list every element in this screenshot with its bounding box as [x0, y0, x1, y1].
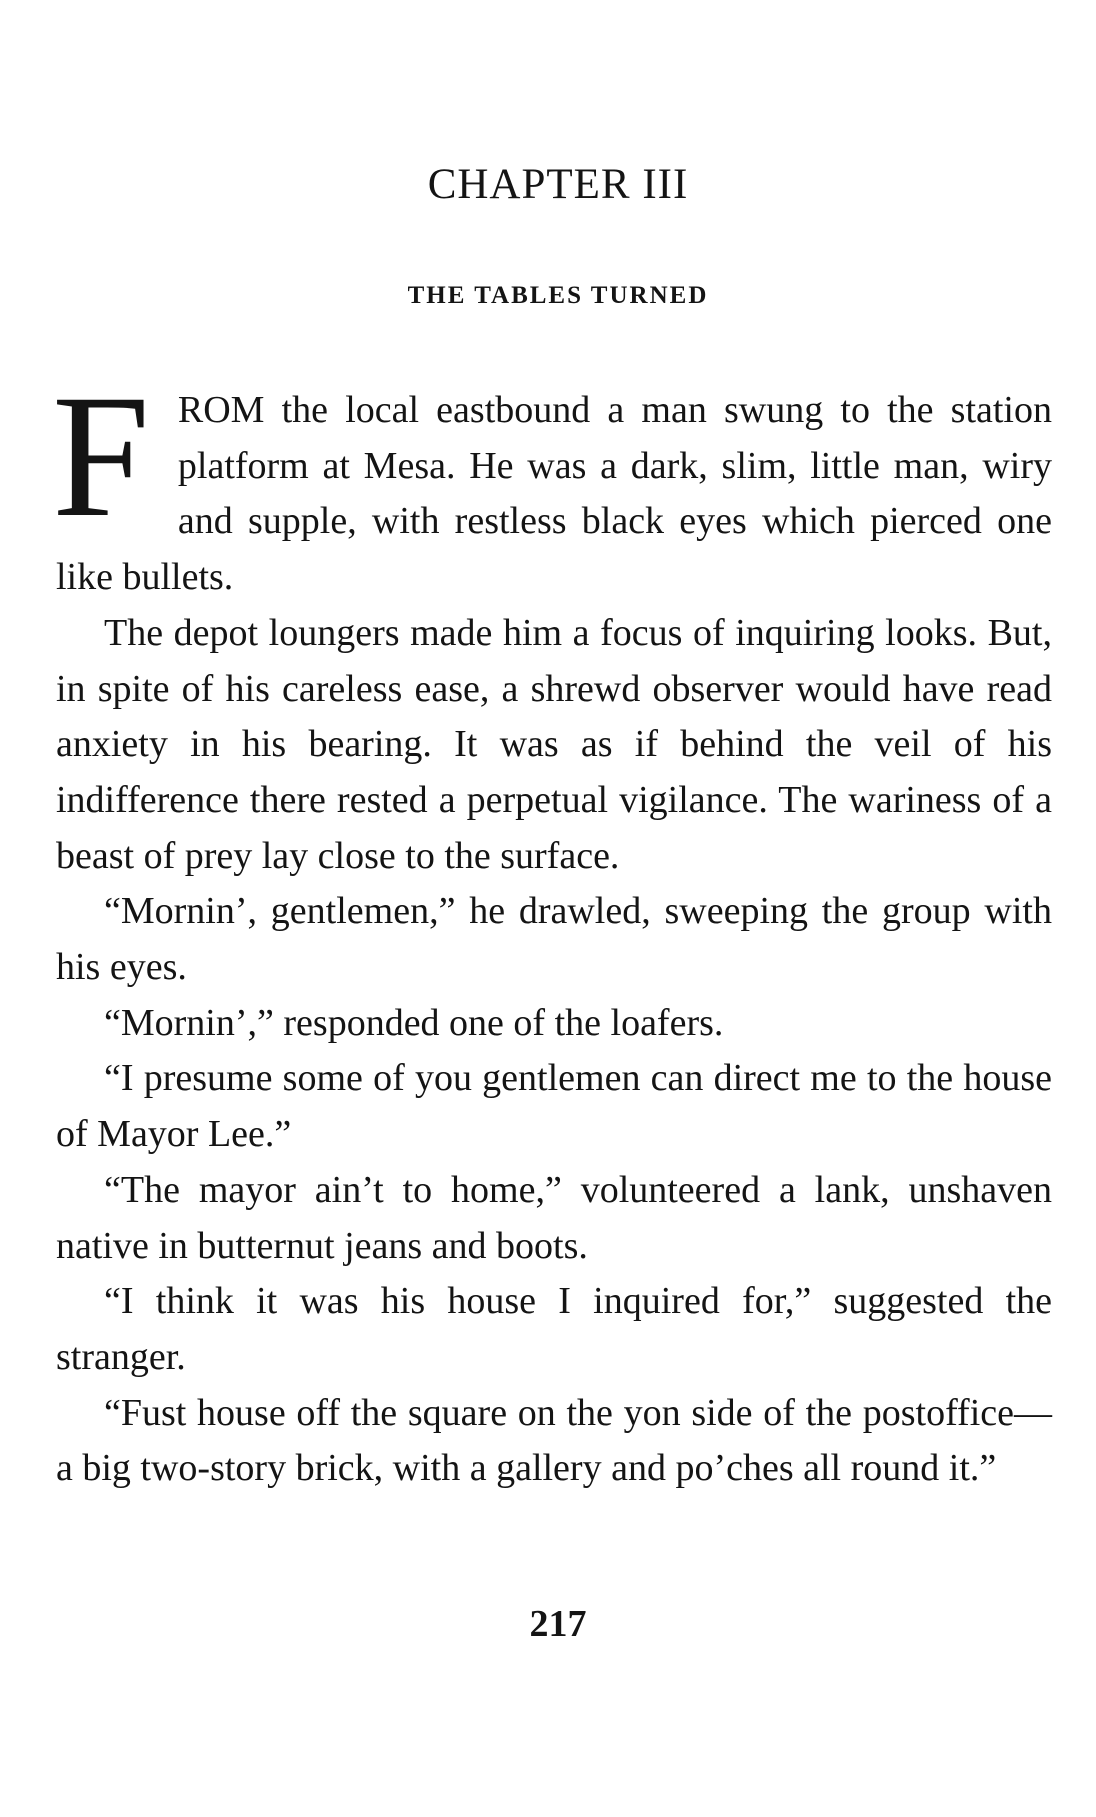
paragraph: [52, 359, 1052, 606]
paragraph: The depot loungers made him a focus of inquiring looks. But, in spite of his careless ease, a shrewd observer would have read anxiety in his bearing. It was as if behind the veil of his indifference there rested a perpetual vigilance. The wariness of a beast of prey lay close to the surface.: [56, 611, 1052, 877]
paragraph: “Fust house off the square on the yon side of the postoffice—a big two-story brick, with a gallery and po’ches all round it.”: [56, 1391, 1052, 1490]
chapter-title: THE TABLES TURNED: [407, 282, 709, 309]
paragraph: “The mayor ain’t to home,” volunteered a lank, unshaven native in butternut jeans and boots.: [56, 1168, 1052, 1267]
paragraph: “Mornin’,” responded one of the loafers.: [104, 1001, 724, 1044]
paragraph: “I think it was his house I inquired for,” suggested the stranger.: [56, 1280, 1052, 1378]
chapter-number: CHAPTER III: [427, 161, 689, 208]
body-text: [52, 359, 1052, 1497]
page-number: 217: [529, 1603, 587, 1645]
paragraph: “Mornin’, gentlemen,” he drawled, sweeping the group with his eyes.: [56, 890, 1052, 989]
first-paragraph-text: ROM the local eastbound a man swung to the station platform at Mesa. He was a dark, slim, little man, wiry and supple, with restless black eyes which pierced one like bullets.: [56, 389, 1052, 599]
drop-cap: F: [52, 359, 150, 554]
paragraph: “I presume some of you gentlemen can direct me to the house of Mayor Lee.”: [56, 1057, 1052, 1156]
